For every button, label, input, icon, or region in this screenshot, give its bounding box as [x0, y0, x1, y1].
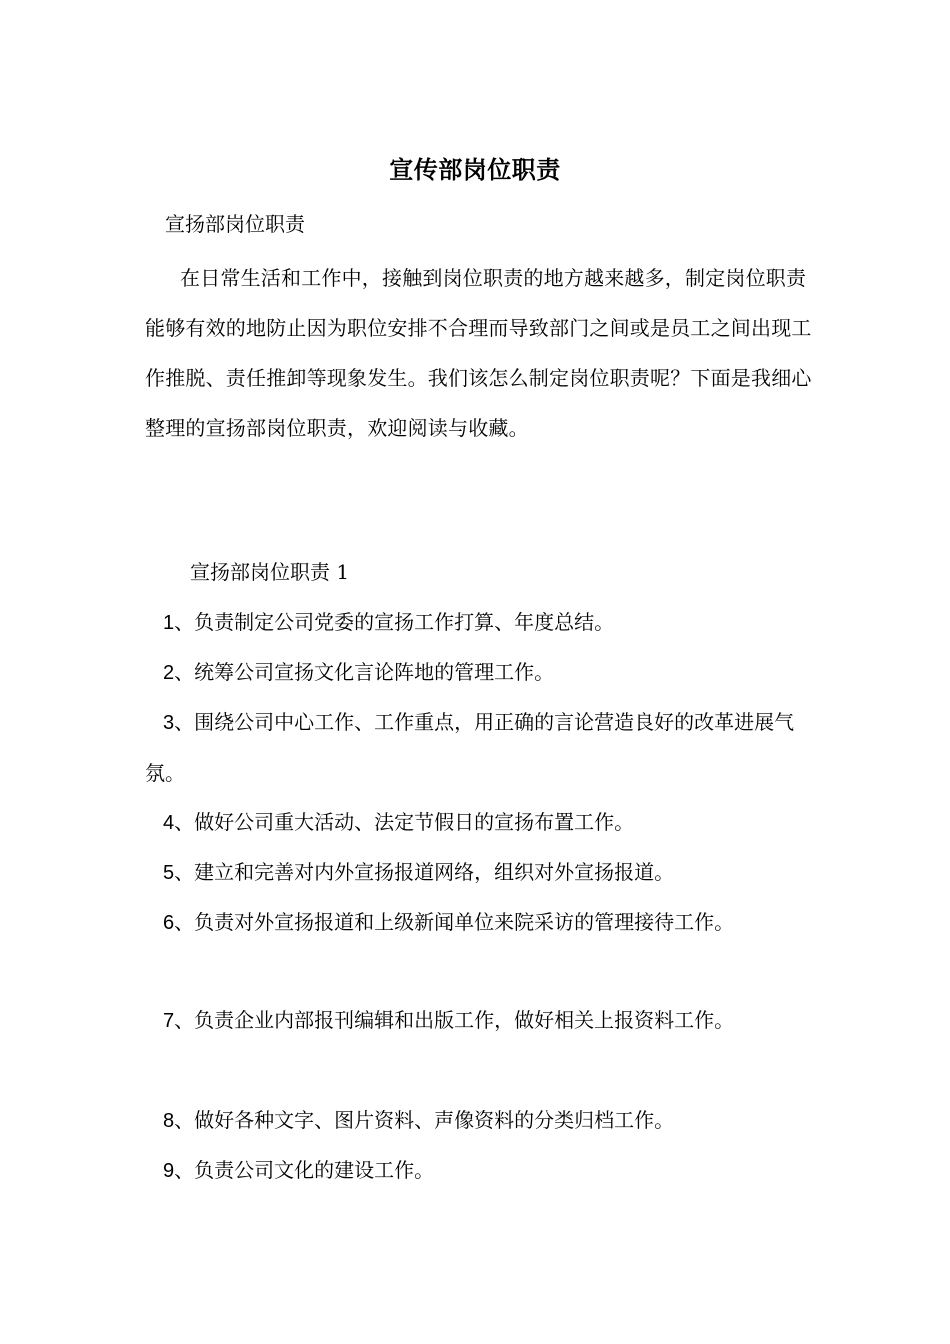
item-text: 、建立和完善对内外宣扬报道网络，组织对外宣扬报道。: [174, 860, 675, 884]
item-number: 7: [163, 1010, 175, 1032]
item-text: 、负责制定公司党委的宣扬工作打算、年度总结。: [174, 610, 615, 634]
intro-paragraph: 在日常生活和工作中，接触到岗位职责的地方越来越多，制定岗位职责能够有效的地防止因为职位安排不合理而导致部门之间或是员工之间出现工作推脱、责任推卸等现象发生。我们该怎么制定岗位职责呢？下面是我细心整理的宣扬部岗位职责，欢迎阅读与收藏。: [145, 266, 812, 440]
item-text: 、做好各种文字、图片资料、声像资料的分类归档工作。: [174, 1108, 675, 1132]
list-item: [145, 1095, 825, 1146]
list-item: [145, 797, 825, 848]
item-number: 4: [163, 812, 175, 834]
section-heading: 宣扬部岗位职责 1: [190, 560, 350, 584]
list-item: [145, 847, 825, 898]
list-item: [145, 995, 825, 1046]
item-number: 6: [163, 912, 175, 934]
item-number: 2: [163, 662, 175, 684]
list-item: [145, 697, 825, 798]
item-number: 8: [163, 1110, 175, 1132]
item-number: 5: [163, 862, 175, 884]
list-item: [145, 897, 825, 948]
item-text: 、负责对外宣扬报道和上级新闻单位来院采访的管理接待工作。: [174, 910, 735, 934]
list-item: [145, 597, 825, 648]
document-subtitle: 宣扬部岗位职责: [165, 212, 305, 236]
item-text: 、负责企业内部报刊编辑和出版工作，做好相关上报资料工作。: [174, 1008, 735, 1032]
item-number: 3: [163, 712, 175, 734]
item-text: 、围绕公司中心工作、工作重点，用正确的言论营造良好的改革进展气氛。: [145, 710, 795, 785]
list-item: [145, 647, 825, 698]
list-item: [145, 1145, 825, 1196]
item-number: 9: [163, 1160, 175, 1182]
item-text: 、做好公司重大活动、法定节假日的宣扬布置工作。: [174, 810, 635, 834]
item-number: 1: [163, 612, 175, 634]
item-text: 、负责公司文化的建设工作。: [174, 1158, 435, 1182]
document-title: 宣传部岗位职责: [389, 155, 561, 184]
item-text: 、统筹公司宣扬文化言论阵地的管理工作。: [174, 660, 555, 684]
